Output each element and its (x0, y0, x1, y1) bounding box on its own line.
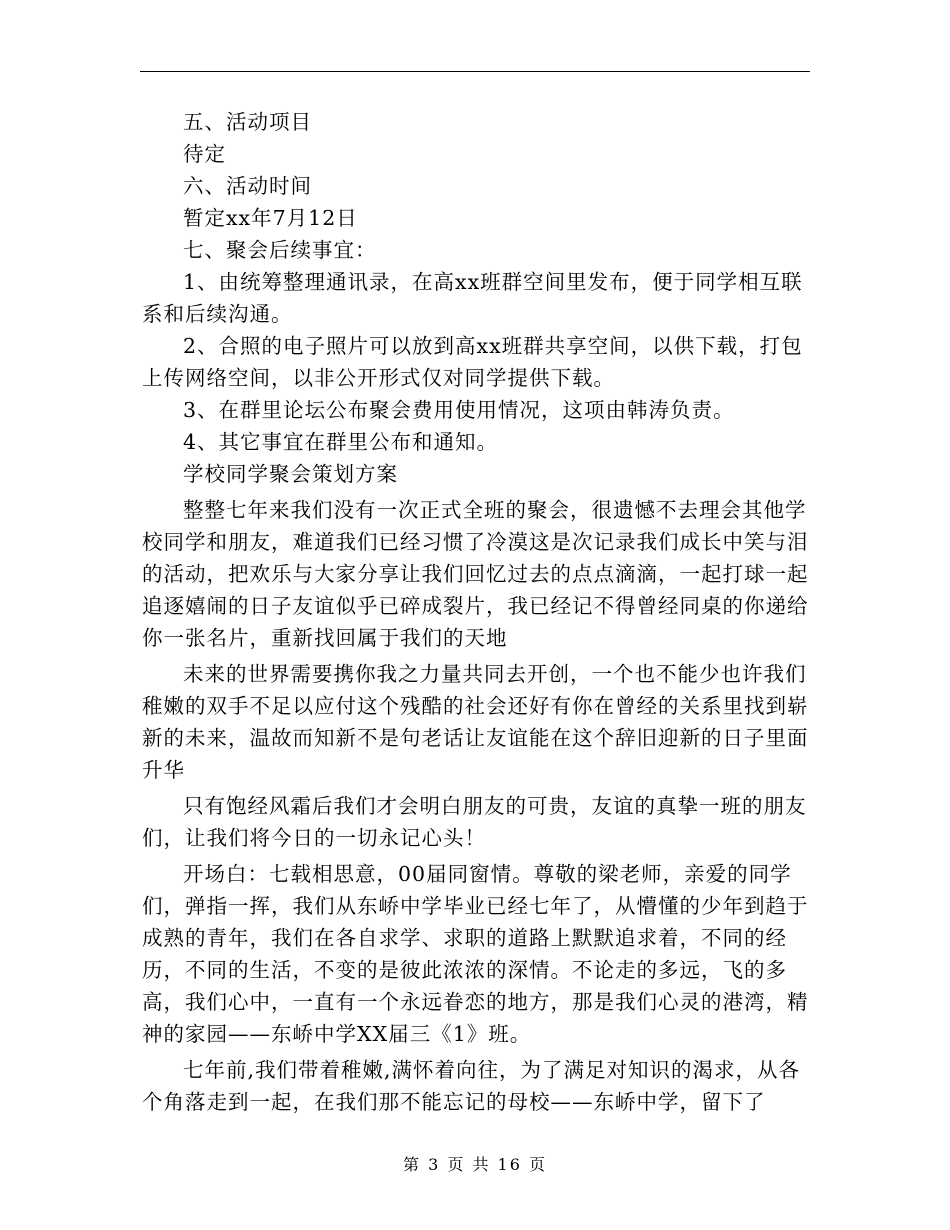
paragraph: 未来的世界需要携你我之力量共同去开创，一个也不能少也许我们稚嫩的双手不足以应付这个残酷的社会还好有你在曾经的关系里找到崭新的未来，温故而知新不是句老话让友谊能在这个辞旧迎新的日子里面升华 (142, 662, 809, 782)
paragraph: 开场白：七载相思意，00届同窗情。尊敬的梁老师，亲爱的同学们，弹指一挥，我们从东峤中学毕业已经七年了，从懵懂的少年到趋于成熟的青年，我们在各自求学、求职的道路上默默追求着，不同的经历，不同的生活，不变的是彼此浓浓的深情。不论走的多远，飞的多高，我们心中，一直有一个永远眷恋的地方，那是我们心灵的港湾，精神的家园——东峤中学XX届三《1》班。 (142, 862, 809, 1046)
paragraph: 暂定xx年7月12日 (183, 206, 358, 230)
paragraph: 整整七年来我们没有一次正式全班的聚会，很遗憾不去理会其他学校同学和朋友，难道我们已经习惯了冷漠这是次记录我们成长中笑与泪的活动，把欢乐与大家分享让我们回忆过去的点点滴滴，一起打球一起追逐嬉闹的日子友谊似乎已碎成裂片，我已经记不得曾经同桌的你递给你一张名片，重新找回属于我们的天地 (142, 498, 809, 650)
heading-activity-time: 六、活动时间 (183, 174, 312, 198)
document-body (142, 106, 810, 1118)
paragraph: 七年前,我们带着稚嫩,满怀着向往，为了满足对知识的渴求，从各个角落走到一起，在我们那不能忘记的母校——东峤中学，留下了 (142, 1058, 801, 1114)
list-item: 1、由统筹整理通讯录，在高xx班群空间里发布，便于同学相互联系和后续沟通。 (142, 270, 803, 326)
section-title: 学校同学聚会策划方案 (183, 462, 398, 486)
paragraph: 待定 (183, 142, 226, 166)
list-item: 2、合照的电子照片可以放到高xx班群共享空间，以供下载，打包上传网络空间，以非公开形式仅对同学提供下载。 (142, 334, 803, 390)
header-rule (140, 71, 810, 72)
heading-activity-items: 五、活动项目 (183, 110, 312, 134)
paragraph: 只有饱经风霜后我们才会明白朋友的可贵，友谊的真挚一班的朋友们，让我们将今日的一切永记心头！ (142, 794, 807, 850)
list-item: 3、在群里论坛公布聚会费用使用情况，这项由韩涛负责。 (183, 398, 735, 422)
list-item: 4、其它事宜在群里公布和通知。 (183, 430, 499, 454)
page-number: 第 3 页 共 16 页 (403, 1155, 547, 1174)
heading-follow-up: 七、聚会后续事宜： (183, 238, 377, 262)
